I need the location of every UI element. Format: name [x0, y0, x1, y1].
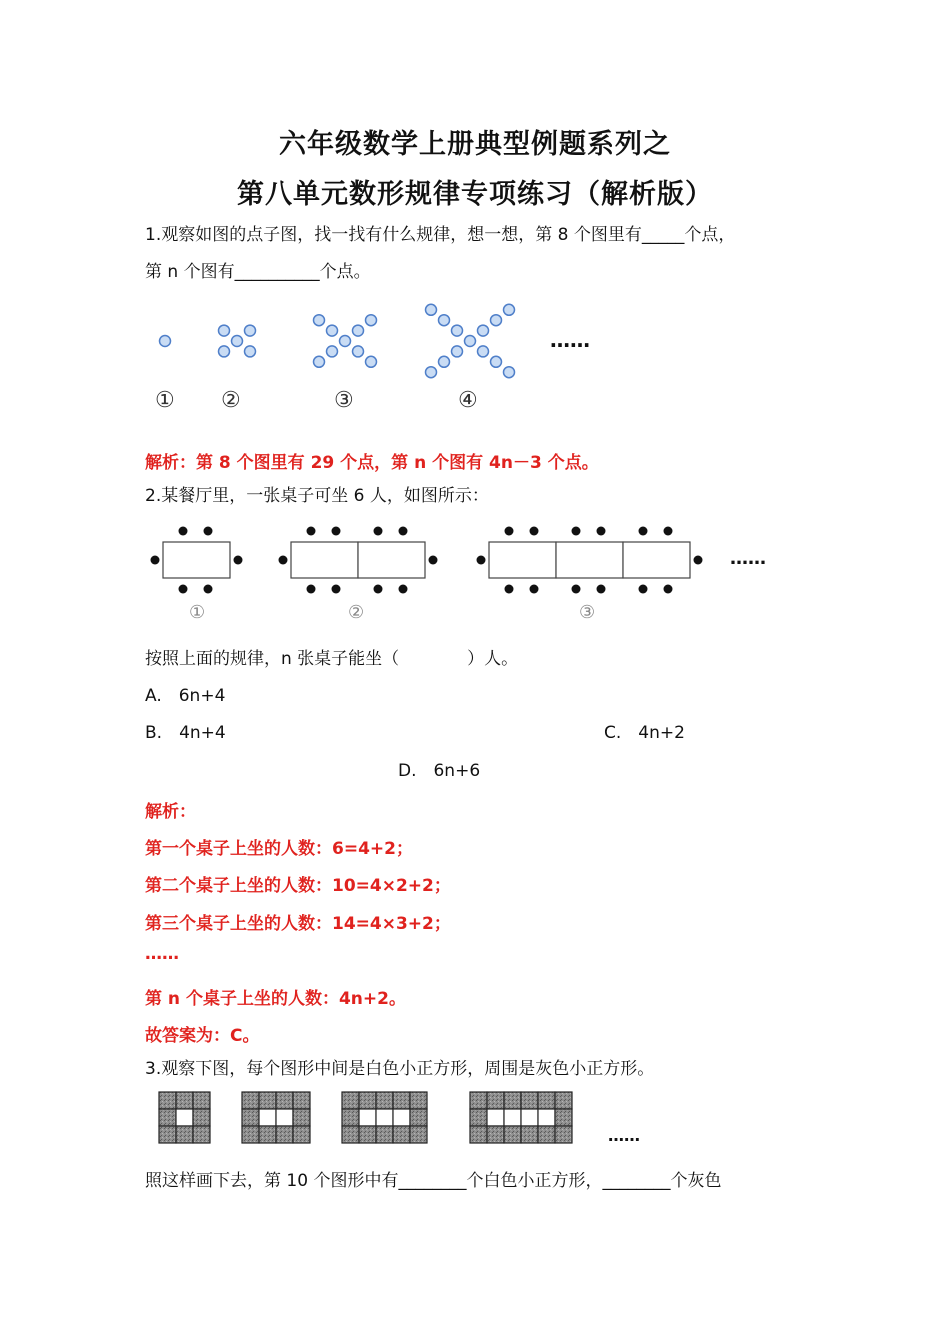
gray-square	[555, 1109, 572, 1126]
gray-square	[487, 1092, 504, 1109]
gray-square	[410, 1109, 427, 1126]
q2-analysis-0: 解析：	[145, 802, 196, 822]
gray-square	[259, 1126, 276, 1143]
gray-square	[242, 1126, 259, 1143]
gray-square	[359, 1092, 376, 1109]
q3-line-1: 3.观察下图，每个图形中间是白色小正方形，周围是灰色小正方形。	[145, 1059, 655, 1079]
q2-option-b: B. 4n+4	[145, 723, 226, 743]
gray-square	[159, 1092, 176, 1109]
gray-square	[470, 1109, 487, 1126]
q2-question: 按照上面的规律，n 张桌子能坐（ ）人。	[145, 649, 519, 669]
gray-square	[176, 1126, 193, 1143]
gray-square	[521, 1092, 538, 1109]
white-square	[487, 1109, 504, 1126]
q2-analysis-6: 故答案为：C。	[145, 1026, 260, 1046]
gray-square	[470, 1092, 487, 1109]
q2-line-1: 2.某餐厅里，一张桌子可坐 6 人，如图所示：	[145, 486, 489, 506]
white-square	[176, 1109, 193, 1126]
gray-square	[276, 1092, 293, 1109]
gray-square	[159, 1126, 176, 1143]
q2-option-d: D. 6n+6	[398, 761, 481, 781]
gray-square	[342, 1092, 359, 1109]
title-line-2: 第八单元数形规律专项练习（解析版）	[237, 179, 713, 210]
gray-square	[293, 1126, 310, 1143]
white-square	[538, 1109, 555, 1126]
gray-square	[393, 1092, 410, 1109]
q1-line-1: 1.观察如图的点子图，找一找有什么规律，想一想，第 8 个图里有_____个点，	[145, 225, 736, 245]
white-square	[376, 1109, 393, 1126]
q3-line-2: 照这样画下去，第 10 个图形中有________个白色小正方形，________个灰色	[145, 1171, 722, 1191]
q1-label-3: ③	[334, 388, 354, 413]
q2-ellipsis: ……	[730, 548, 766, 569]
q3-ellipsis: ……	[608, 1126, 640, 1145]
gray-square	[193, 1126, 210, 1143]
gray-square	[193, 1109, 210, 1126]
gray-square	[410, 1092, 427, 1109]
gray-square	[342, 1109, 359, 1126]
q2-label-3: ③	[579, 602, 596, 623]
q2-analysis-4: ……	[145, 944, 179, 964]
title-line-1: 六年级数学上册典型例题系列之	[279, 129, 671, 160]
gray-square	[393, 1126, 410, 1143]
q2-label-2: ②	[348, 602, 365, 623]
gray-square	[470, 1126, 487, 1143]
white-square	[259, 1109, 276, 1126]
gray-square	[159, 1109, 176, 1126]
gray-square	[359, 1126, 376, 1143]
white-square	[504, 1109, 521, 1126]
gray-square	[538, 1092, 555, 1109]
white-square	[359, 1109, 376, 1126]
white-square	[521, 1109, 538, 1126]
gray-square	[242, 1092, 259, 1109]
gray-square	[410, 1126, 427, 1143]
gray-square	[376, 1126, 393, 1143]
gray-square	[555, 1126, 572, 1143]
gray-square	[242, 1109, 259, 1126]
q2-option-a: A. 6n+4	[145, 686, 226, 706]
gray-square	[504, 1092, 521, 1109]
q1-line-2: 第 n 个图有__________个点。	[145, 262, 371, 282]
q1-label-1: ①	[155, 388, 175, 413]
gray-square	[176, 1092, 193, 1109]
q1-label-4: ④	[458, 388, 478, 413]
gray-square	[487, 1126, 504, 1143]
gray-square	[504, 1126, 521, 1143]
gray-square	[555, 1092, 572, 1109]
white-square	[393, 1109, 410, 1126]
gray-square	[293, 1092, 310, 1109]
gray-square	[193, 1092, 210, 1109]
gray-square	[259, 1092, 276, 1109]
q1-ellipsis: ……	[550, 328, 590, 352]
q2-option-c: C. 4n+2	[604, 723, 685, 743]
white-square	[276, 1109, 293, 1126]
gray-square	[538, 1126, 555, 1143]
gray-square	[376, 1092, 393, 1109]
q1-label-2: ②	[221, 388, 241, 413]
q2-analysis-5: 第 n 个桌子上坐的人数：4n+2。	[145, 989, 406, 1009]
gray-square	[521, 1126, 538, 1143]
q2-analysis-1: 第一个桌子上坐的人数：6=4+2；	[145, 839, 413, 859]
q2-analysis-2: 第二个桌子上坐的人数：10=4×2+2；	[145, 876, 451, 896]
q2-analysis-3: 第三个桌子上坐的人数：14=4×3+2；	[145, 914, 451, 934]
gray-square	[276, 1126, 293, 1143]
gray-square	[342, 1126, 359, 1143]
gray-square	[293, 1109, 310, 1126]
q1-analysis: 解析：第 8 个图里有 29 个点，第 n 个图有 4n－3 个点。	[145, 453, 599, 473]
q2-label-1: ①	[189, 602, 206, 623]
